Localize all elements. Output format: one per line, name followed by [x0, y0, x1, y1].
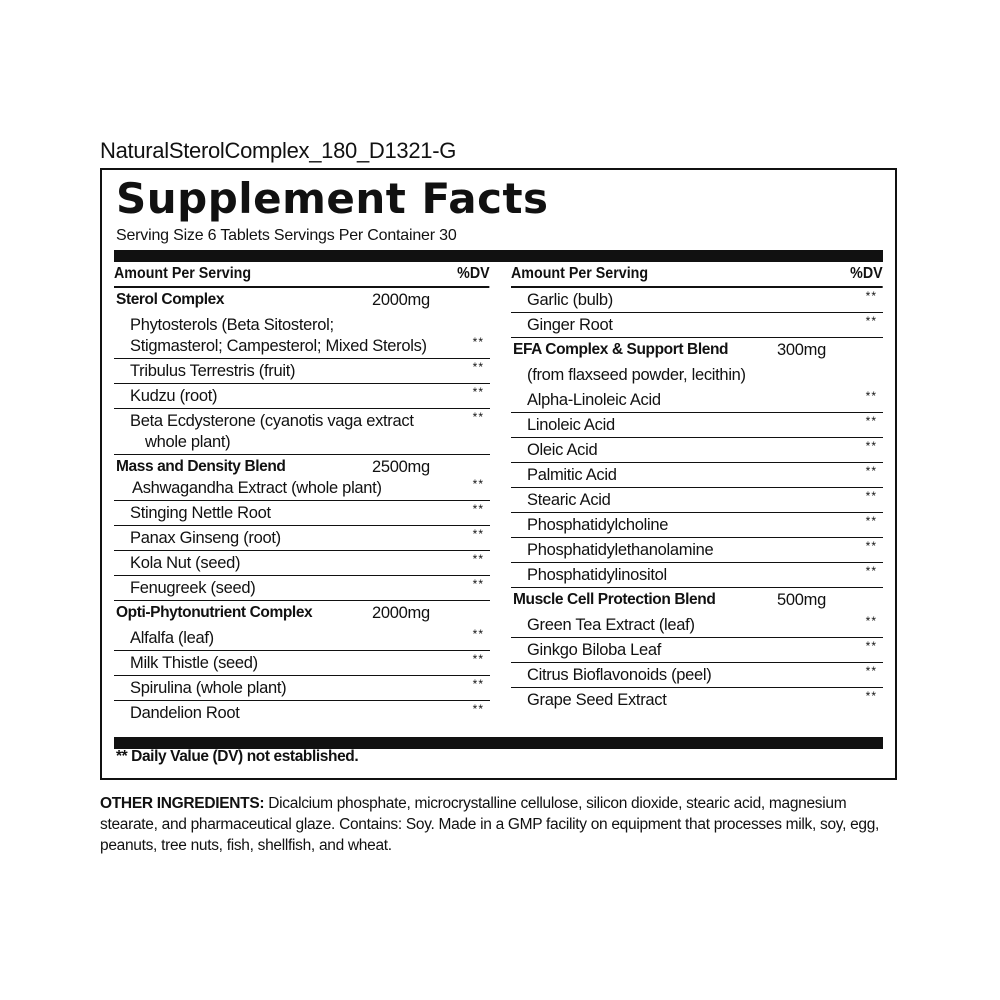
ingredient-name: Phosphatidylinositol: [527, 566, 667, 584]
ingredient-name: Phytosterols (Beta Sitosterol;: [130, 316, 334, 334]
blend-row-sterol-complex: [114, 288, 490, 313]
dv-footnote: ** Daily Value (DV) not established.: [116, 748, 359, 765]
dv-value: **: [472, 410, 484, 424]
ingredient-row-fenugreek: [114, 576, 490, 601]
ingredient-name: Oleic Acid: [527, 441, 598, 459]
ingredient-row-grape-seed: [511, 688, 883, 713]
ingredient-row-phosphatidylcholine: [511, 513, 883, 538]
ingredient-name: Green Tea Extract (leaf): [527, 616, 695, 634]
blend-name: Muscle Cell Protection Blend: [513, 591, 716, 608]
amount-per-serving-header: Amount Per Serving: [114, 265, 252, 282]
dv-value: **: [472, 477, 484, 491]
dv-header: %DV: [457, 265, 490, 282]
ingredient-name: Alfalfa (leaf): [130, 629, 214, 647]
ingredient-name: Beta Ecdysterone (cyanotis vaga extract: [130, 412, 414, 430]
dv-value: **: [865, 414, 877, 428]
ingredient-name: Tribulus Terrestris (fruit): [130, 362, 296, 380]
ingredient-row-ginger: [511, 313, 883, 338]
ingredient-row-green-tea: [511, 613, 883, 638]
ingredient-name: Kola Nut (seed): [130, 554, 241, 572]
ingredient-name: Phosphatidylethanolamine: [527, 541, 714, 559]
file-name-label: NaturalSterolComplex_180_D1321-G: [100, 138, 457, 163]
ingredient-row-garlic: [511, 288, 883, 313]
top-rule: [114, 250, 883, 262]
dv-value: **: [472, 385, 484, 399]
left-column: [114, 262, 490, 726]
blend-amount: 2500mg: [372, 458, 430, 476]
ingredient-name: Panax Ginseng (root): [130, 529, 281, 547]
ingredient-name: Spirulina (whole plant): [130, 679, 287, 697]
ingredient-name-line2: Stigmasterol; Campesterol; Mixed Sterols): [130, 337, 427, 355]
blend-source-note: (from flaxseed powder, lecithin): [527, 366, 746, 384]
dv-value: **: [865, 464, 877, 478]
dv-header: %DV: [850, 265, 883, 282]
ingredient-row-phosphatidylinositol: [511, 563, 883, 588]
ingredient-row-beta-ecdysterone: [114, 409, 490, 455]
ingredient-row-ginkgo: [511, 638, 883, 663]
blend-source-row: [511, 363, 883, 388]
ingredient-name: Grape Seed Extract: [527, 691, 667, 709]
supplement-facts-panel: [100, 168, 897, 780]
ingredient-name: Phosphatidylcholine: [527, 516, 669, 534]
ingredient-name-line2: whole plant): [145, 433, 231, 451]
ingredient-row-milk-thistle: [114, 651, 490, 676]
dv-value: **: [865, 389, 877, 403]
ingredient-name: Kudzu (root): [130, 387, 218, 405]
dv-value: **: [865, 314, 877, 328]
blend-amount: 2000mg: [372, 291, 430, 309]
ingredient-name: Stinging Nettle Root: [130, 504, 271, 522]
other-ingredients-text: Dicalcium phosphate, microcrystalline cellulose, silicon dioxide, stearic acid, magnesium stearate, and pharmaceutical glaze. Contains: Soy. Made in a GMP facility on equipment that processes milk, soy, egg, peanuts, tree nuts, fish, shellfish, and wheat.: [100, 795, 880, 854]
ingredient-row-stinging-nettle: [114, 501, 490, 526]
ingredient-row-alfalfa: [114, 626, 490, 651]
ingredient-row-alpha-linoleic: [511, 388, 883, 413]
right-header: [511, 262, 883, 288]
ingredient-name: Garlic (bulb): [527, 291, 613, 309]
blend-row-mass-density: [114, 455, 490, 476]
blend-name: Opti-Phytonutrient Complex: [116, 604, 313, 621]
ingredient-row-kola-nut: [114, 551, 490, 576]
blend-row-efa-complex: [511, 338, 883, 363]
dv-value: **: [472, 577, 484, 591]
dv-value: **: [865, 439, 877, 453]
ingredient-name: Fenugreek (seed): [130, 579, 256, 597]
ingredient-row-ashwagandha: [114, 476, 490, 501]
ingredient-name: Stearic Acid: [527, 491, 611, 509]
ingredient-row-dandelion: [114, 701, 490, 726]
ingredient-name: Dandelion Root: [130, 704, 240, 722]
ingredient-row-linoleic: [511, 413, 883, 438]
ingredient-row-phosphatidylethanolamine: [511, 538, 883, 563]
blend-name: Mass and Density Blend: [116, 458, 286, 475]
blend-name: Sterol Complex: [116, 291, 225, 308]
dv-value: **: [472, 677, 484, 691]
dv-value: **: [865, 639, 877, 653]
dv-value: **: [472, 502, 484, 516]
ingredient-row-citrus: [511, 663, 883, 688]
ingredient-name: Ginger Root: [527, 316, 613, 334]
ingredient-name: Ginkgo Biloba Leaf: [527, 641, 662, 659]
amount-per-serving-header: Amount Per Serving: [511, 265, 649, 282]
other-ingredients-label: OTHER INGREDIENTS:: [100, 795, 265, 812]
ingredient-row-spirulina: [114, 676, 490, 701]
ingredient-row-phytosterols: [114, 313, 490, 359]
ingredient-name: Palmitic Acid: [527, 466, 617, 484]
ingredient-name: Alpha-Linoleic Acid: [527, 391, 661, 409]
ingredient-row-panax-ginseng: [114, 526, 490, 551]
dv-value: **: [865, 514, 877, 528]
panel-title: Supplement Facts: [116, 174, 549, 223]
other-ingredients: [100, 793, 900, 856]
ingredient-row-stearic: [511, 488, 883, 513]
blend-amount: 2000mg: [372, 604, 430, 622]
ingredient-name: Linoleic Acid: [527, 416, 615, 434]
ingredient-name: Ashwagandha Extract (whole plant): [132, 479, 382, 497]
left-header: [114, 262, 490, 288]
ingredient-row-oleic: [511, 438, 883, 463]
dv-value: **: [865, 564, 877, 578]
right-column: [511, 262, 883, 713]
dv-value: **: [472, 360, 484, 374]
ingredient-name: Milk Thistle (seed): [130, 654, 258, 672]
dv-value: **: [472, 627, 484, 641]
blend-amount: 300mg: [777, 341, 826, 359]
dv-value: **: [865, 289, 877, 303]
dv-value: **: [865, 539, 877, 553]
blend-name: EFA Complex & Support Blend: [513, 341, 729, 358]
dv-value: **: [472, 335, 484, 349]
serving-info: Serving Size 6 Tablets Servings Per Container 30: [116, 227, 457, 244]
dv-value: **: [865, 689, 877, 703]
dv-value: **: [865, 664, 877, 678]
dv-value: **: [472, 552, 484, 566]
ingredient-row-palmitic: [511, 463, 883, 488]
blend-row-muscle-cell: [511, 588, 883, 613]
ingredient-name: Citrus Bioflavonoids (peel): [527, 666, 712, 684]
dv-value: **: [472, 702, 484, 716]
ingredient-row-tribulus: [114, 359, 490, 384]
blend-row-opti-phytonutrient: [114, 601, 490, 626]
ingredient-row-kudzu: [114, 384, 490, 409]
dv-value: **: [472, 527, 484, 541]
dv-value: **: [865, 614, 877, 628]
dv-value: **: [472, 652, 484, 666]
blend-amount: 500mg: [777, 591, 826, 609]
dv-value: **: [865, 489, 877, 503]
